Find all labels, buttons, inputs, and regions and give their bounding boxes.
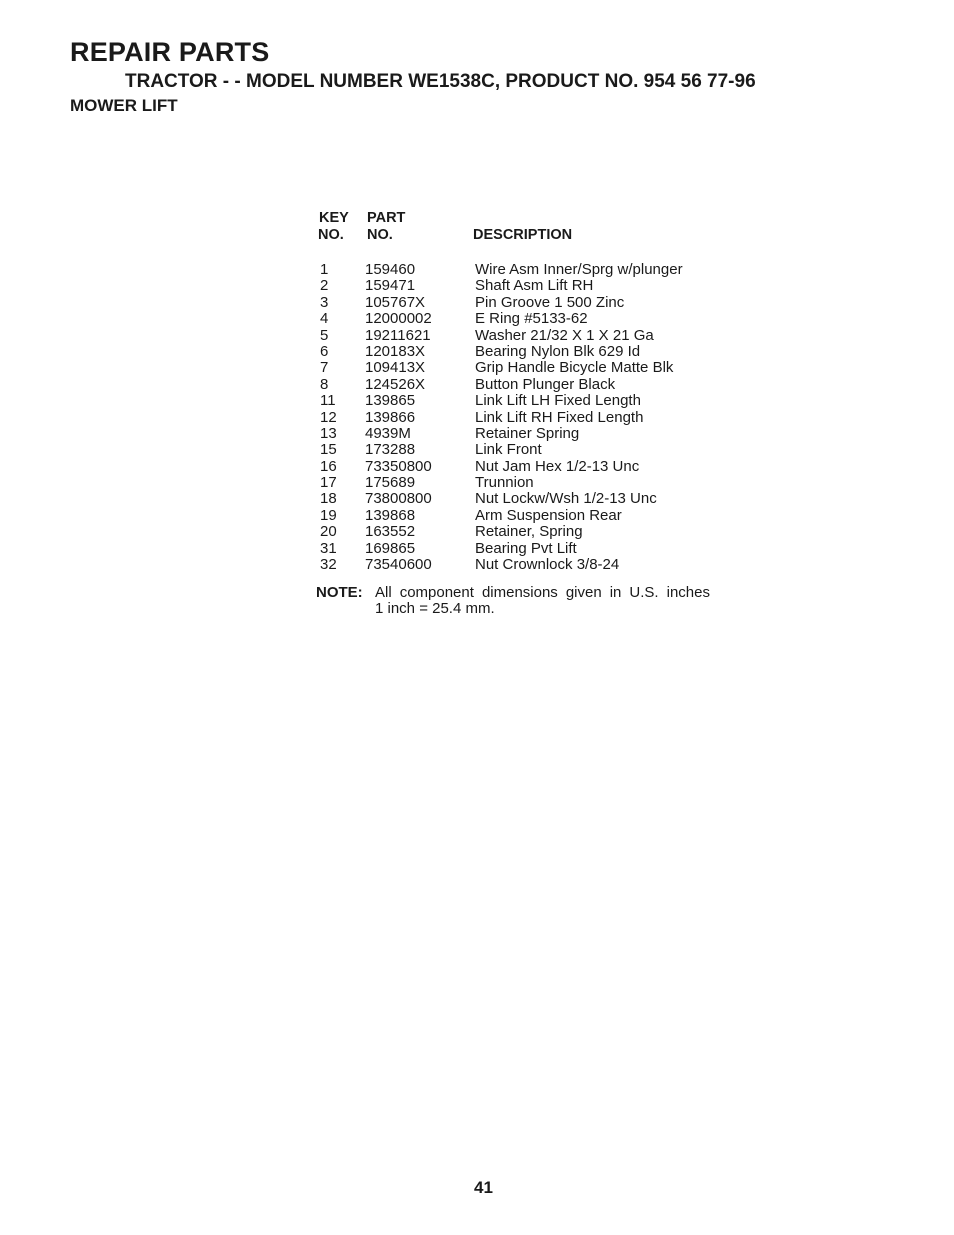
part-no-cell: 159460 bbox=[365, 261, 416, 278]
part-no-cell: 139866 bbox=[365, 408, 416, 426]
header-key-line1: KEY bbox=[319, 210, 349, 226]
description-cell: Arm Suspension Rear bbox=[475, 506, 622, 524]
description-cell: Washer 21/32 X 1 X 21 Ga bbox=[475, 326, 654, 344]
part-no-cell: 4939M bbox=[365, 424, 411, 442]
key-no-cell: 15 bbox=[320, 441, 337, 459]
description-cell: Nut Jam Hex 1/2-13 Unc bbox=[475, 457, 640, 475]
part-no-cell: 105767X bbox=[365, 293, 426, 311]
description-cell: Nut Lockw/Wsh 1/2-13 Unc bbox=[475, 490, 657, 508]
key-no-cell: 3 bbox=[320, 293, 329, 311]
key-no-cell: 18 bbox=[320, 490, 337, 508]
header-key-line2: NO. bbox=[318, 227, 344, 243]
key-no-cell: 32 bbox=[320, 556, 337, 574]
description-cell: Link Lift LH Fixed Length bbox=[475, 392, 641, 410]
part-no-cell: 124526X bbox=[365, 375, 426, 393]
description-cell: Pin Groove 1 500 Zinc bbox=[475, 293, 625, 311]
description-cell: Retainer Spring bbox=[475, 424, 580, 442]
header-description: DESCRIPTION bbox=[473, 227, 573, 243]
part-no-cell: 73800800 bbox=[365, 490, 432, 508]
part-no-cell: 159471 bbox=[365, 277, 416, 295]
key-no-cell: 1 bbox=[320, 261, 329, 278]
description-cell: E Ring #5133-62 bbox=[475, 310, 588, 328]
note-text-line1: All component dimensions given in U.S. inches bbox=[375, 584, 710, 601]
part-no-cell: 73540600 bbox=[365, 556, 432, 574]
key-no-cell: 20 bbox=[320, 523, 337, 541]
part-no-cell: 173288 bbox=[365, 441, 416, 459]
part-no-cell: 109413X bbox=[365, 359, 426, 377]
description-cell: Shaft Asm Lift RH bbox=[475, 277, 594, 295]
part-no-cell: 175689 bbox=[365, 474, 416, 492]
description-cell: Nut Crownlock 3/8-24 bbox=[475, 556, 620, 574]
key-no-cell: 19 bbox=[320, 506, 337, 524]
note-text-line2: 1 inch = 25.4 mm. bbox=[375, 600, 495, 617]
key-no-cell: 7 bbox=[320, 359, 329, 377]
part-no-cell: 12000002 bbox=[365, 310, 432, 328]
description-cell: Bearing Pvt Lift bbox=[475, 539, 577, 557]
part-no-cell: 139865 bbox=[365, 392, 416, 410]
page-title: REPAIR PARTS bbox=[70, 37, 270, 67]
description-cell: Wire Asm Inner/Sprg w/plunger bbox=[475, 261, 683, 278]
key-no-cell: 13 bbox=[320, 424, 337, 442]
page-subtitle: TRACTOR - - MODEL NUMBER WE1538C, PRODUCT NO. 954 56 77-96 bbox=[125, 71, 756, 92]
key-no-cell: 2 bbox=[320, 277, 329, 295]
section-title: MOWER LIFT bbox=[70, 96, 178, 115]
description-cell: Link Lift RH Fixed Length bbox=[475, 408, 644, 426]
key-no-cell: 6 bbox=[320, 342, 329, 360]
part-no-cell: 19211621 bbox=[365, 326, 431, 344]
page-number: 41 bbox=[474, 1178, 493, 1197]
key-no-cell: 12 bbox=[320, 408, 337, 426]
header-part-line1: PART bbox=[367, 210, 406, 226]
part-no-cell: 169865 bbox=[365, 539, 416, 557]
part-no-cell: 139868 bbox=[365, 506, 416, 524]
description-cell: Retainer, Spring bbox=[475, 523, 583, 541]
key-no-cell: 8 bbox=[320, 375, 329, 393]
part-no-cell: 120183X bbox=[365, 342, 426, 360]
key-no-cell: 5 bbox=[320, 326, 329, 344]
description-cell: Grip Handle Bicycle Matte Blk bbox=[475, 359, 674, 377]
key-no-cell: 17 bbox=[320, 474, 337, 492]
key-no-cell: 16 bbox=[320, 457, 337, 475]
part-no-cell: 73350800 bbox=[365, 457, 432, 475]
key-no-cell: 11 bbox=[320, 392, 336, 410]
key-no-cell: 31 bbox=[320, 539, 337, 557]
description-cell: Bearing Nylon Blk 629 Id bbox=[475, 342, 641, 360]
description-cell: Button Plunger Black bbox=[475, 375, 616, 393]
header-part-line2: NO. bbox=[367, 227, 393, 243]
key-no-cell: 4 bbox=[320, 310, 329, 328]
description-cell: Link Front bbox=[475, 441, 542, 459]
note-label: NOTE: bbox=[316, 584, 363, 601]
description-cell: Trunnion bbox=[475, 474, 534, 492]
part-no-cell: 163552 bbox=[365, 523, 416, 541]
